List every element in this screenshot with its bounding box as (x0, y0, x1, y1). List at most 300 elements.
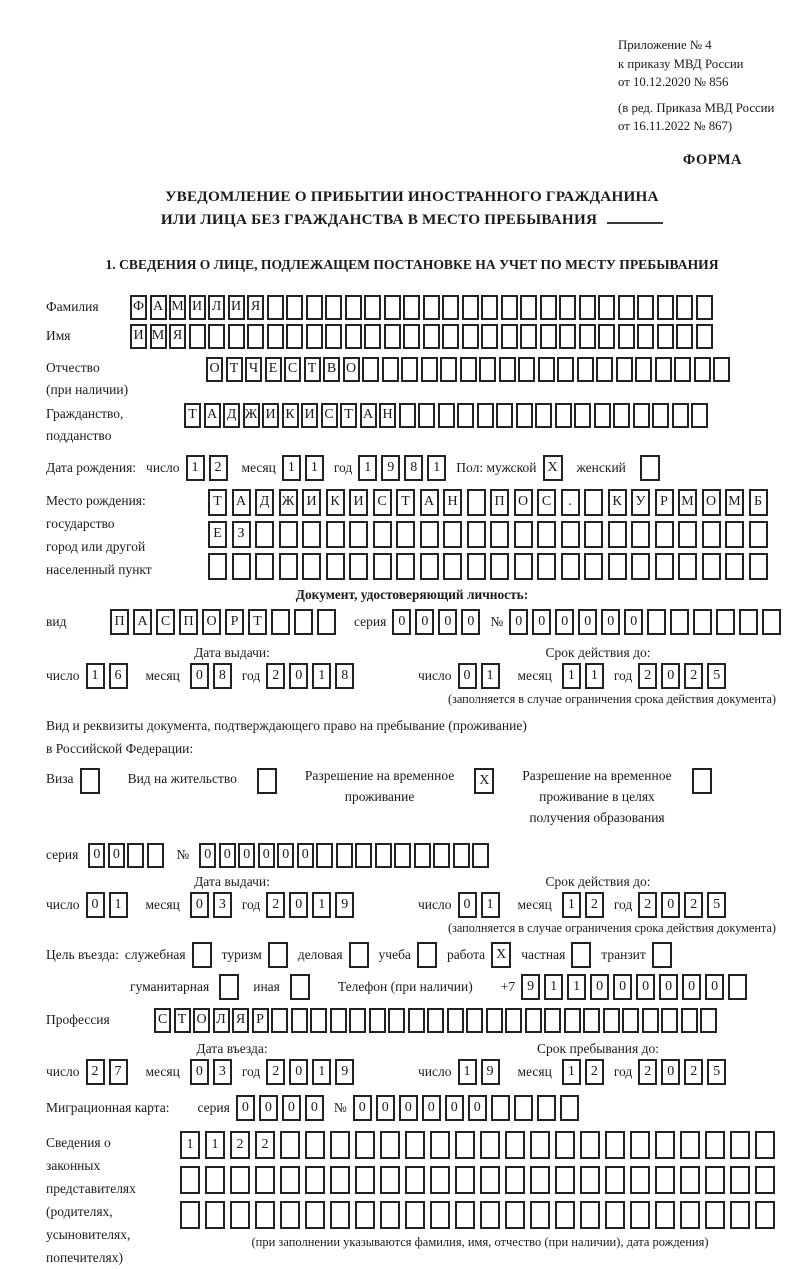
char-box[interactable] (655, 521, 674, 548)
char-box[interactable] (455, 1166, 475, 1194)
char-box[interactable]: 1 (109, 892, 128, 918)
sex-male-checkbox[interactable]: X (543, 455, 563, 481)
char-box[interactable]: 1 (205, 1131, 225, 1159)
char-box[interactable]: 0 (86, 892, 105, 918)
char-box[interactable]: 2 (585, 892, 604, 918)
char-box[interactable]: 1 (481, 892, 500, 918)
char-box[interactable] (680, 1131, 700, 1159)
char-box[interactable]: И (349, 489, 368, 516)
char-box[interactable] (555, 403, 572, 428)
char-box[interactable] (466, 1008, 483, 1033)
char-box[interactable] (467, 553, 486, 580)
char-box[interactable] (680, 1201, 700, 1229)
char-box[interactable]: Н (443, 489, 462, 516)
char-box[interactable] (594, 403, 611, 428)
char-box[interactable]: 0 (258, 843, 275, 868)
purpose-tourism-checkbox[interactable] (268, 942, 288, 968)
char-box[interactable]: 1 (562, 1059, 581, 1085)
char-box[interactable]: 0 (289, 663, 308, 689)
char-box[interactable] (453, 843, 470, 868)
char-box[interactable] (271, 609, 290, 635)
char-box[interactable] (255, 1201, 275, 1229)
char-box[interactable] (520, 295, 537, 320)
char-box[interactable] (496, 403, 513, 428)
char-box[interactable] (696, 295, 713, 320)
char-box[interactable] (480, 1131, 500, 1159)
char-box[interactable] (530, 1131, 550, 1159)
char-box[interactable] (433, 843, 450, 868)
char-box[interactable] (467, 489, 486, 516)
char-box[interactable] (408, 1008, 425, 1033)
char-box[interactable] (255, 1166, 275, 1194)
char-box[interactable] (384, 295, 401, 320)
char-box[interactable]: . (561, 489, 580, 516)
char-box[interactable]: 0 (297, 843, 314, 868)
char-box[interactable]: О (193, 1008, 210, 1033)
char-box[interactable]: С (537, 489, 556, 516)
char-box[interactable] (676, 324, 693, 349)
char-box[interactable] (652, 403, 669, 428)
char-box[interactable] (479, 357, 496, 382)
char-box[interactable] (598, 295, 615, 320)
char-box[interactable] (693, 609, 712, 635)
char-box[interactable]: 0 (282, 1095, 301, 1121)
char-box[interactable] (305, 1201, 325, 1229)
char-box[interactable]: 2 (230, 1131, 250, 1159)
char-box[interactable]: 0 (705, 974, 724, 1000)
char-box[interactable] (310, 1008, 327, 1033)
char-box[interactable] (480, 1166, 500, 1194)
char-box[interactable]: Я (232, 1008, 249, 1033)
char-box[interactable]: 0 (190, 892, 209, 918)
char-box[interactable] (540, 295, 557, 320)
char-box[interactable]: 0 (219, 843, 236, 868)
char-box[interactable]: С (154, 1008, 171, 1033)
char-box[interactable] (716, 609, 735, 635)
char-box[interactable] (349, 521, 368, 548)
char-box[interactable] (584, 553, 603, 580)
char-box[interactable]: 1 (86, 663, 105, 689)
char-box[interactable] (228, 324, 245, 349)
char-box[interactable] (457, 403, 474, 428)
char-box[interactable] (518, 357, 535, 382)
char-box[interactable] (455, 1201, 475, 1229)
char-box[interactable] (443, 553, 462, 580)
char-box[interactable]: 5 (707, 663, 726, 689)
char-box[interactable]: 8 (213, 663, 232, 689)
char-box[interactable]: Л (208, 295, 225, 320)
char-box[interactable] (247, 324, 264, 349)
char-box[interactable]: 0 (682, 974, 701, 1000)
char-box[interactable]: Т (184, 403, 201, 428)
char-box[interactable] (537, 1095, 556, 1121)
char-box[interactable] (657, 295, 674, 320)
char-box[interactable] (294, 609, 313, 635)
char-box[interactable]: 0 (238, 843, 255, 868)
char-box[interactable] (205, 1166, 225, 1194)
char-box[interactable] (271, 1008, 288, 1033)
char-box[interactable]: О (702, 489, 721, 516)
char-box[interactable]: 2 (266, 1059, 285, 1085)
char-box[interactable] (499, 357, 516, 382)
char-box[interactable] (443, 521, 462, 548)
char-box[interactable] (472, 843, 489, 868)
char-box[interactable] (598, 324, 615, 349)
char-box[interactable] (608, 521, 627, 548)
char-box[interactable] (291, 1008, 308, 1033)
char-box[interactable] (414, 843, 431, 868)
char-box[interactable]: 1 (312, 892, 331, 918)
char-box[interactable]: З (232, 521, 251, 548)
char-box[interactable] (564, 1008, 581, 1033)
char-box[interactable] (678, 553, 697, 580)
char-box[interactable]: 2 (638, 663, 657, 689)
char-box[interactable]: 5 (707, 1059, 726, 1085)
char-box[interactable] (490, 521, 509, 548)
char-box[interactable]: Б (749, 489, 768, 516)
char-box[interactable]: 0 (190, 663, 209, 689)
visa-checkbox[interactable] (80, 768, 100, 794)
purpose-other-checkbox[interactable] (290, 974, 310, 1000)
purpose-humanitarian-checkbox[interactable] (219, 974, 239, 1000)
char-box[interactable]: О (514, 489, 533, 516)
char-box[interactable] (205, 1201, 225, 1229)
char-box[interactable]: 1 (427, 455, 446, 481)
char-box[interactable] (255, 521, 274, 548)
char-box[interactable]: 3 (213, 892, 232, 918)
char-box[interactable] (555, 1131, 575, 1159)
char-box[interactable] (481, 324, 498, 349)
char-box[interactable] (762, 609, 781, 635)
char-box[interactable] (427, 1008, 444, 1033)
char-box[interactable] (505, 1131, 525, 1159)
char-box[interactable]: 1 (312, 663, 331, 689)
char-box[interactable] (467, 521, 486, 548)
char-box[interactable] (691, 403, 708, 428)
char-box[interactable] (635, 357, 652, 382)
char-box[interactable] (477, 403, 494, 428)
char-box[interactable] (286, 295, 303, 320)
char-box[interactable]: И (301, 403, 318, 428)
char-box[interactable] (749, 553, 768, 580)
char-box[interactable] (676, 295, 693, 320)
char-box[interactable] (596, 357, 613, 382)
char-box[interactable] (317, 609, 336, 635)
char-box[interactable]: 0 (236, 1095, 255, 1121)
char-box[interactable] (637, 295, 654, 320)
char-box[interactable] (603, 1008, 620, 1033)
char-box[interactable]: 0 (659, 974, 678, 1000)
char-box[interactable]: 0 (458, 892, 477, 918)
char-box[interactable] (739, 609, 758, 635)
char-box[interactable] (700, 1008, 717, 1033)
char-box[interactable]: 1 (585, 663, 604, 689)
rvp-checkbox[interactable]: X (474, 768, 494, 794)
char-box[interactable] (380, 1201, 400, 1229)
char-box[interactable] (655, 357, 672, 382)
char-box[interactable] (403, 324, 420, 349)
char-box[interactable] (491, 1095, 510, 1121)
char-box[interactable] (305, 1131, 325, 1159)
char-box[interactable] (728, 974, 747, 1000)
char-box[interactable]: 0 (376, 1095, 395, 1121)
char-box[interactable] (286, 324, 303, 349)
char-box[interactable] (325, 324, 342, 349)
char-box[interactable] (330, 1201, 350, 1229)
char-box[interactable] (613, 403, 630, 428)
char-box[interactable] (255, 553, 274, 580)
char-box[interactable]: 0 (415, 609, 434, 635)
char-box[interactable]: 1 (567, 974, 586, 1000)
char-box[interactable] (622, 1008, 639, 1033)
char-box[interactable] (462, 324, 479, 349)
char-box[interactable] (730, 1201, 750, 1229)
char-box[interactable]: 8 (335, 663, 354, 689)
char-box[interactable]: 0 (399, 1095, 418, 1121)
char-box[interactable] (544, 1008, 561, 1033)
rvp-edu-checkbox[interactable] (692, 768, 712, 794)
char-box[interactable]: 0 (461, 609, 480, 635)
char-box[interactable] (462, 295, 479, 320)
purpose-business-checkbox[interactable] (192, 942, 212, 968)
char-box[interactable] (657, 324, 674, 349)
char-box[interactable]: К (326, 489, 345, 516)
char-box[interactable]: 6 (109, 663, 128, 689)
char-box[interactable] (405, 1166, 425, 1194)
char-box[interactable]: 0 (601, 609, 620, 635)
char-box[interactable] (580, 1166, 600, 1194)
char-box[interactable]: 0 (532, 609, 551, 635)
char-box[interactable] (380, 1166, 400, 1194)
char-box[interactable] (355, 1201, 375, 1229)
char-box[interactable] (725, 521, 744, 548)
char-box[interactable] (584, 521, 603, 548)
char-box[interactable]: 2 (266, 892, 285, 918)
char-box[interactable] (279, 553, 298, 580)
char-box[interactable] (530, 1201, 550, 1229)
char-box[interactable] (755, 1201, 775, 1229)
char-box[interactable] (280, 1201, 300, 1229)
char-box[interactable]: 0 (199, 843, 216, 868)
char-box[interactable] (577, 357, 594, 382)
char-box[interactable]: М (678, 489, 697, 516)
char-box[interactable] (430, 1131, 450, 1159)
char-box[interactable]: 2 (684, 663, 703, 689)
char-box[interactable]: В (323, 357, 340, 382)
char-box[interactable]: Т (248, 609, 267, 635)
char-box[interactable] (505, 1008, 522, 1033)
char-box[interactable]: А (420, 489, 439, 516)
char-box[interactable] (630, 1201, 650, 1229)
char-box[interactable] (505, 1166, 525, 1194)
char-box[interactable]: 0 (661, 663, 680, 689)
char-box[interactable]: 1 (562, 892, 581, 918)
char-box[interactable] (455, 1131, 475, 1159)
char-box[interactable] (680, 1166, 700, 1194)
char-box[interactable]: 2 (86, 1059, 105, 1085)
char-box[interactable] (631, 553, 650, 580)
char-box[interactable]: Е (208, 521, 227, 548)
char-box[interactable]: М (169, 295, 186, 320)
char-box[interactable] (520, 324, 537, 349)
char-box[interactable]: 0 (555, 609, 574, 635)
char-box[interactable] (705, 1166, 725, 1194)
char-box[interactable] (655, 1201, 675, 1229)
char-box[interactable]: 0 (422, 1095, 441, 1121)
char-box[interactable] (486, 1008, 503, 1033)
char-box[interactable] (501, 324, 518, 349)
char-box[interactable] (127, 843, 144, 868)
char-box[interactable] (537, 521, 556, 548)
sex-female-checkbox[interactable] (640, 455, 660, 481)
char-box[interactable] (189, 324, 206, 349)
char-box[interactable] (336, 843, 353, 868)
char-box[interactable] (420, 521, 439, 548)
char-box[interactable]: 8 (404, 455, 423, 481)
char-box[interactable]: 0 (509, 609, 528, 635)
char-box[interactable]: О (343, 357, 360, 382)
char-box[interactable] (574, 403, 591, 428)
char-box[interactable] (460, 357, 477, 382)
char-box[interactable] (438, 403, 455, 428)
char-box[interactable] (530, 1166, 550, 1194)
char-box[interactable] (537, 553, 556, 580)
char-box[interactable] (230, 1201, 250, 1229)
char-box[interactable] (180, 1201, 200, 1229)
char-box[interactable] (280, 1166, 300, 1194)
char-box[interactable] (694, 357, 711, 382)
char-box[interactable] (369, 1008, 386, 1033)
char-box[interactable] (349, 553, 368, 580)
char-box[interactable] (555, 1166, 575, 1194)
char-box[interactable] (696, 324, 713, 349)
char-box[interactable] (447, 1008, 464, 1033)
char-box[interactable] (418, 403, 435, 428)
char-box[interactable] (514, 553, 533, 580)
char-box[interactable] (430, 1166, 450, 1194)
char-box[interactable]: 1 (458, 1059, 477, 1085)
char-box[interactable] (401, 357, 418, 382)
char-box[interactable] (557, 357, 574, 382)
char-box[interactable] (280, 1131, 300, 1159)
char-box[interactable] (514, 1095, 533, 1121)
char-box[interactable] (580, 1201, 600, 1229)
char-box[interactable]: 0 (438, 609, 457, 635)
char-box[interactable]: А (150, 295, 167, 320)
char-box[interactable] (725, 553, 744, 580)
char-box[interactable]: 1 (544, 974, 563, 1000)
char-box[interactable] (326, 553, 345, 580)
char-box[interactable] (382, 357, 399, 382)
char-box[interactable]: Т (208, 489, 227, 516)
char-box[interactable] (364, 324, 381, 349)
char-box[interactable]: 0 (590, 974, 609, 1000)
char-box[interactable] (583, 1008, 600, 1033)
char-box[interactable] (642, 1008, 659, 1033)
char-box[interactable] (631, 521, 650, 548)
char-box[interactable]: 1 (305, 455, 324, 481)
char-box[interactable]: Т (304, 357, 321, 382)
char-box[interactable] (630, 1131, 650, 1159)
char-box[interactable]: 0 (445, 1095, 464, 1121)
char-box[interactable]: 9 (335, 892, 354, 918)
char-box[interactable] (380, 1131, 400, 1159)
char-box[interactable] (208, 553, 227, 580)
char-box[interactable] (330, 1131, 350, 1159)
char-box[interactable] (501, 295, 518, 320)
char-box[interactable] (405, 1201, 425, 1229)
char-box[interactable] (316, 843, 333, 868)
char-box[interactable]: И (262, 403, 279, 428)
char-box[interactable] (540, 324, 557, 349)
char-box[interactable]: С (321, 403, 338, 428)
char-box[interactable]: 0 (458, 663, 477, 689)
char-box[interactable]: С (373, 489, 392, 516)
char-box[interactable]: Р (655, 489, 674, 516)
char-box[interactable]: Ж (279, 489, 298, 516)
char-box[interactable] (561, 553, 580, 580)
char-box[interactable] (579, 295, 596, 320)
char-box[interactable]: М (725, 489, 744, 516)
char-box[interactable] (514, 521, 533, 548)
char-box[interactable] (505, 1201, 525, 1229)
char-box[interactable] (421, 357, 438, 382)
char-box[interactable] (375, 843, 392, 868)
char-box[interactable] (442, 324, 459, 349)
char-box[interactable] (403, 295, 420, 320)
char-box[interactable]: 7 (109, 1059, 128, 1085)
char-box[interactable] (396, 553, 415, 580)
char-box[interactable] (267, 295, 284, 320)
char-box[interactable] (147, 843, 164, 868)
char-box[interactable] (349, 1008, 366, 1033)
char-box[interactable] (579, 324, 596, 349)
char-box[interactable] (525, 1008, 542, 1033)
char-box[interactable] (605, 1201, 625, 1229)
char-box[interactable] (302, 521, 321, 548)
char-box[interactable]: 2 (255, 1131, 275, 1159)
char-box[interactable] (655, 1166, 675, 1194)
char-box[interactable] (705, 1201, 725, 1229)
char-box[interactable] (384, 324, 401, 349)
char-box[interactable] (681, 1008, 698, 1033)
char-box[interactable] (705, 1131, 725, 1159)
char-box[interactable] (670, 609, 689, 635)
char-box[interactable] (330, 1008, 347, 1033)
char-box[interactable]: 1 (358, 455, 377, 481)
char-box[interactable]: О (206, 357, 223, 382)
char-box[interactable]: 3 (213, 1059, 232, 1085)
char-box[interactable] (355, 1131, 375, 1159)
char-box[interactable] (618, 295, 635, 320)
char-box[interactable]: 2 (266, 663, 285, 689)
char-box[interactable] (230, 1166, 250, 1194)
char-box[interactable]: Д (223, 403, 240, 428)
char-box[interactable] (555, 1201, 575, 1229)
char-box[interactable] (633, 403, 650, 428)
char-box[interactable] (355, 843, 372, 868)
char-box[interactable]: 5 (707, 892, 726, 918)
char-box[interactable]: 0 (613, 974, 632, 1000)
char-box[interactable]: 0 (636, 974, 655, 1000)
char-box[interactable] (180, 1166, 200, 1194)
char-box[interactable]: Ж (243, 403, 260, 428)
char-box[interactable] (678, 521, 697, 548)
char-box[interactable]: И (228, 295, 245, 320)
char-box[interactable]: 0 (190, 1059, 209, 1085)
char-box[interactable]: 1 (180, 1131, 200, 1159)
char-box[interactable]: 1 (312, 1059, 331, 1085)
